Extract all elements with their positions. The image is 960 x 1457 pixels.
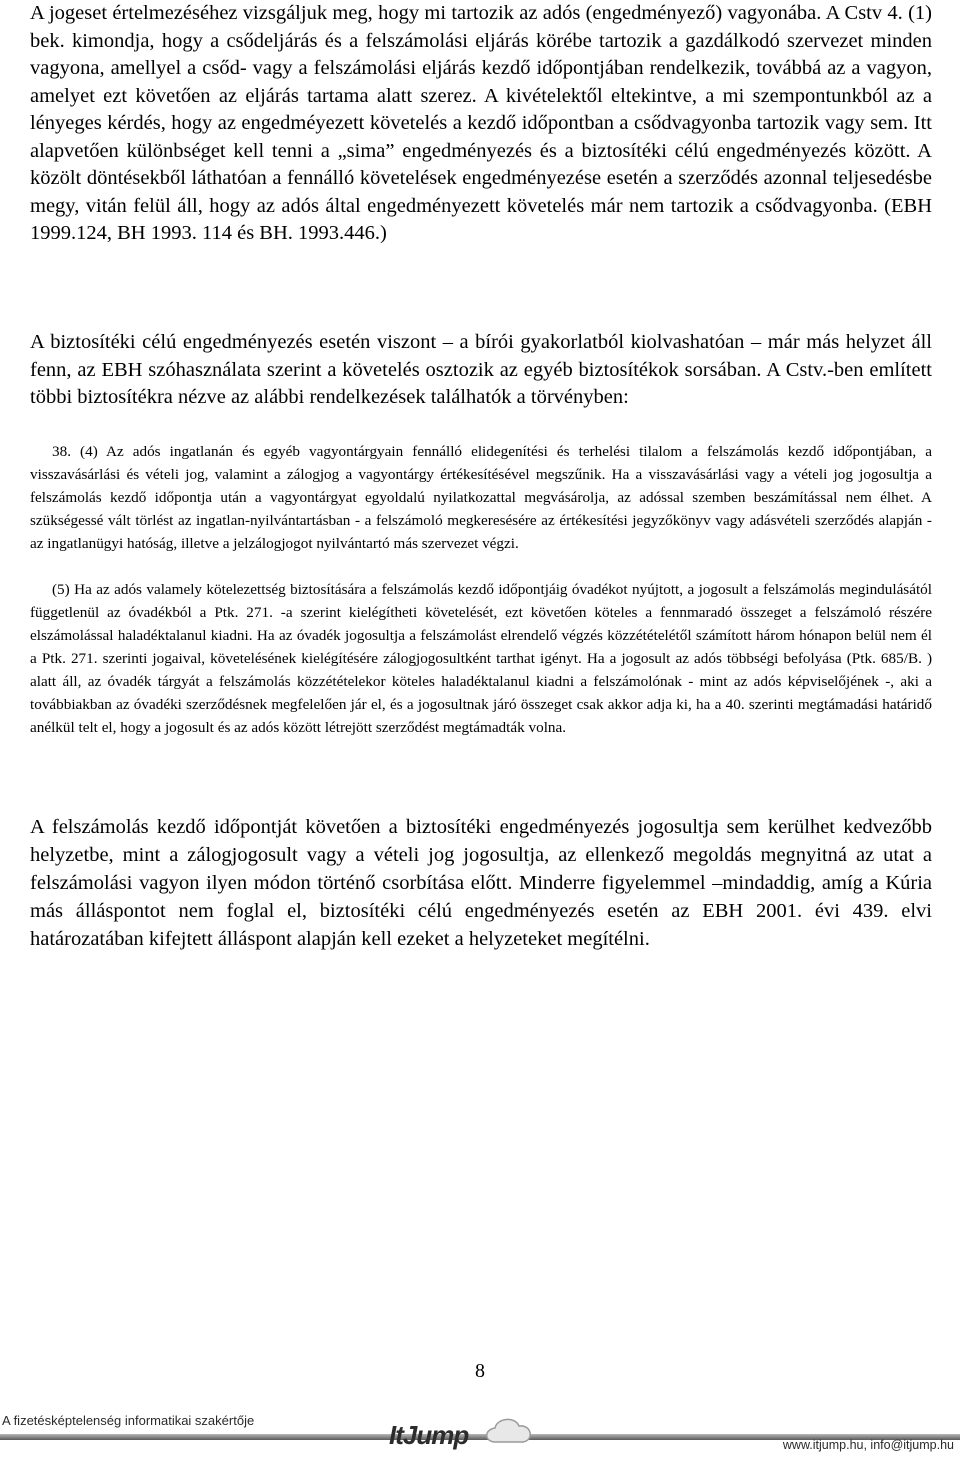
page-footer	[0, 1410, 960, 1454]
law-quote-4-text: 38. (4) Az adós ingatlanán és egyéb vagyontárgyain fennálló elidegenítési és terhelési tilalom a felszámolás kezdő időpontjában, a visszavásárlási és vételi jog, valamint a zálogjog a vagyontárgy értékesítésével megszűnik. Ha a visszavásárlási vagy a vételi jog jogosultja a felszámolás kezdő időpontja után a vagyontárgyat egyoldalú nyilatkozattal megvásárolja, az adóssal szemben beszámítással nem élhet. A szükségessé vált törlést az ingatlan-nyilvántartásban - a felszámoló megkeresésére az értékesítési jegyzőkönyv vagy adásvételi szerződés alapján - az ingatlanügyi hatóság, illetve a jelzálogjogot nyilvántartó más szervezet végzi.	[30, 443, 932, 552]
itjump-logo	[385, 1412, 585, 1452]
body-paragraph-3: A felszámolás kezdő időpontját követően a biztosítéki engedményezés jogosultja sem kerülhet kedvezőbb helyzetbe, mint a zálogjogosult vagy a vételi jog jogosultja, az ellenkező megoldás megnyitná az utat a felszámolási vagyon ilyen módon történő csorbítása előtt. Minderre figyelemmel –mindaddig, amíg a Kúria más álláspontot nem foglal el, biztosítéki célú engedményezés esetén az EBH 2001. évi 439. elvi határozatában kifejtett álláspont alapján kell ezeket a helyzeteket megítélni.	[30, 816, 932, 950]
page-number: 8	[475, 1360, 485, 1382]
footer-contact: www.itjump.hu, info@itjump.hu	[782, 1438, 954, 1452]
logo-text: ItJump	[389, 1420, 469, 1450]
law-quote-5-text: (5) Ha az adós valamely kötelezettség biztosítására a felszámolás kezdő időpontjáig óvadékot nyújtott, a jogosult a felszámolás megindulásától függetlenül az óvadékból a Ptk. 271. -a szerint kielégítheti követelését, ezt követően köteles a fennmaradó összeget a felszámoló részére elszámolással haladéktalanul kiadni. Ha az óvadék jogosultja a felszámolást elrendelő végzés közzétételétől számított három hónapon belül nem él a Ptk. 271. szerinti jogaival, követelésének kielégítésére zálogjogosultként tarthat igényt. Ha a jogosult az adós többségi befolyása (Ptk. 685/B. ) alatt áll, az óvadék tárgyát a felszámolás közzétételekor köteles haladéktalanul kiadni a felszámolónak - mint az adós képviselőjének -, aki a továbbiakban az óvadéki szerződésnek megfelelően jár el, és a jogosultnak járó összeget csak akkor adja ki, ha a 40. szerinti megtámadási határidő anélkül telt el, hogy a jogosult és az adós között létrejött szerződést megtámadták volna.	[30, 581, 932, 736]
body-paragraph-2: A biztosítéki célú engedményezés esetén viszont – a bírói gyakorlatból kiolvashatóan – már más helyzet áll fenn, az EBH szóhasználata szerint a követelés osztozik az egyéb biztosítékok sorsában. A Cstv.-ben említett többi biztosítékra nézve az alábbi rendelkezések találhatók a törvényben:	[30, 331, 932, 408]
footer-tagline: A fizetésképtelenség informatikai szakértője	[2, 1413, 255, 1428]
body-paragraph-1: A jogeset értelmezéséhez vizsgáljuk meg, hogy mi tartozik az adós (engedményező) vagyonába. A Cstv 4. (1) bek. kimondja, hogy a csődeljárás és a felszámolási eljárás körébe tartozik a gazdálkodó szervezet minden vagyona, amellyel a csőd- vagy a felszámolási eljárás kezdő időpontjában rendelkezik, továbbá az a vagyon, amelyet ezt követően az eljárás tartama alatt szerez. A kivételektől eltekintve, a mi szempontunkból az a lényeges kérdés, hogy az engedméyezett követelés a kezdő időpontban a csődvagyonba tartozik vagy sem. Itt alapvetően különbséget kell tenni a „sima” engedményezés és a biztosítéki célú engedményezés között. A közölt döntésekből láthatóan a fennálló követelések engedményezése esetén a szerződés azonnal teljesedésbe megy, vitán felül áll, hogy az adós által engedményezett követelés már nem tartozik a csődvagyonba. (EBH 1999.124, BH 1993. 114 és BH. 1993.446.)	[30, 2, 932, 244]
law-quote-paragraph-4	[30, 440, 932, 555]
law-quote-paragraph-5	[30, 578, 932, 739]
